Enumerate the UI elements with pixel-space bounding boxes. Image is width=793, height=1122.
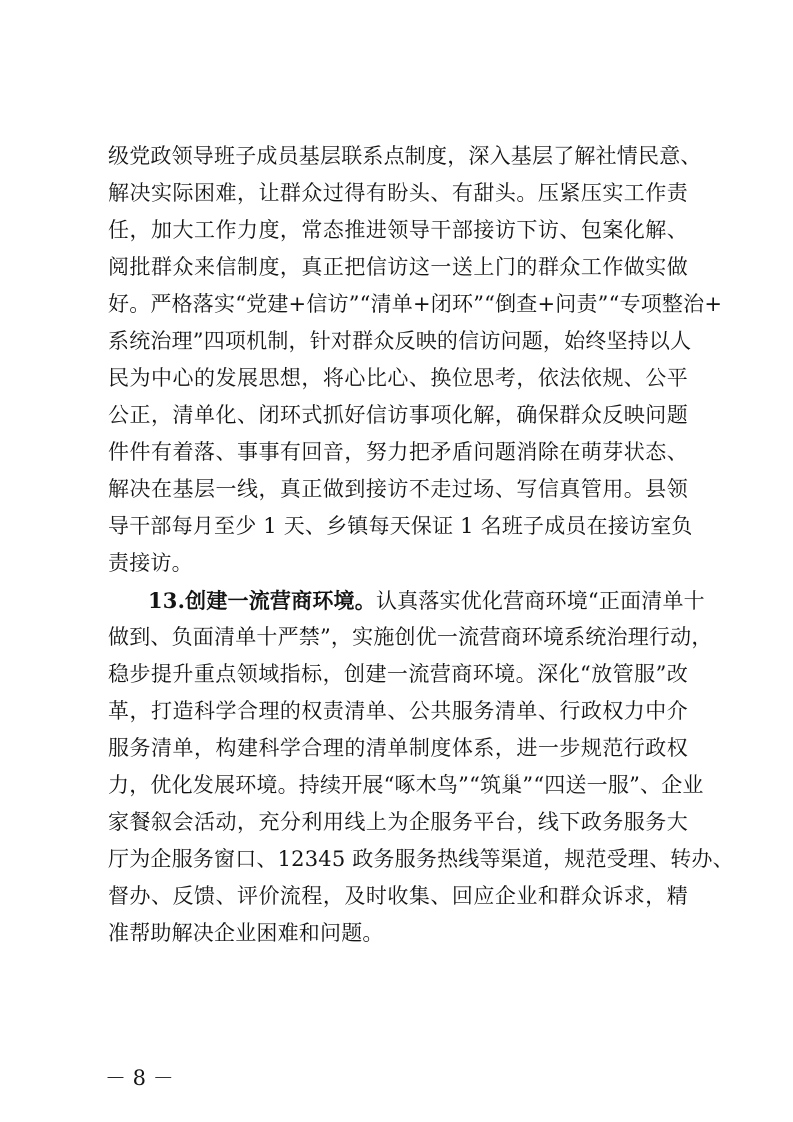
text-line: 公正，清单化、闭环式抓好信访事项化解，确保群众反映问题 [108,403,688,427]
text-line: 准帮助解决企业困难和问题。 [108,921,384,945]
text-line: 系统治理”四项机制，针对群众反映的信访问题，始终坚持以人 [108,329,692,353]
text-line: 家餐叙会活动，充分利用线上为企服务平台，线下政务服务大 [108,810,688,834]
text-line: 督办、反馈、评价流程，及时收集、回应企业和群众诉求，精 [108,884,688,908]
text-line: 服务清单，构建科学合理的清单制度体系，进一步规范行政权 [108,736,688,760]
text-line: 好。严格落实“党建+信访”“清单+闭环”“倒查+问责”“专项整治+ [108,292,723,316]
text-line: 导干部每月至少 1 天、乡镇每天保证 1 名班子成员在接访室负 [108,514,693,538]
text-line: 责接访。 [108,551,193,575]
text-line: 革，打造科学合理的权责清单、公共服务清单、行政权力中介 [108,699,688,723]
text-line: 稳步提升重点领域指标，创建一流营商环境。深化“放管服”改 [108,662,688,686]
paragraph-petition-system [108,138,723,582]
text-line: 厅为企服务窗口、12345 政务服务热线等渠道，规范受理、转办、 [108,847,734,871]
paragraph-first-line [108,582,705,619]
text-line: 级党政领导班子成员基层联系点制度，深入基层了解社情民意、 [108,144,702,168]
text-line: 阅批群众来信制度，真正把信访这一送上门的群众工作做实做 [108,255,688,279]
text-line: 解决在基层一线，真正做到接访不走过场、写信真管用。县领 [108,477,688,501]
section-heading: 13.创建一流营商环境。 [148,588,376,613]
text-line: 任，加大工作力度，常态推进领导干部接访下访、包案化解、 [108,218,688,242]
body-text [108,138,734,952]
text-line: 民为中心的发展思想，将心比心、换位思考，依法依规、公平 [108,366,688,390]
text-line: 件件有着落、事事有回音，努力把矛盾问题消除在萌芽状态、 [108,440,688,464]
paragraph-business-environment [108,582,734,952]
text-line: 做到、负面清单十严禁”，实施创优一流营商环境系统治理行动， [108,625,713,649]
text-line: 力，优化发展环境。持续开展“啄木鸟”“筑巢”“四送一服”、企业 [108,773,704,797]
page-number: － 8 － [105,1066,174,1090]
text-line: 解决实际困难，让群众过得有盼头、有甜头。压紧压实工作责 [108,181,688,205]
heading-line-text: 认真落实优化营商环境“正面清单十 [375,589,705,613]
